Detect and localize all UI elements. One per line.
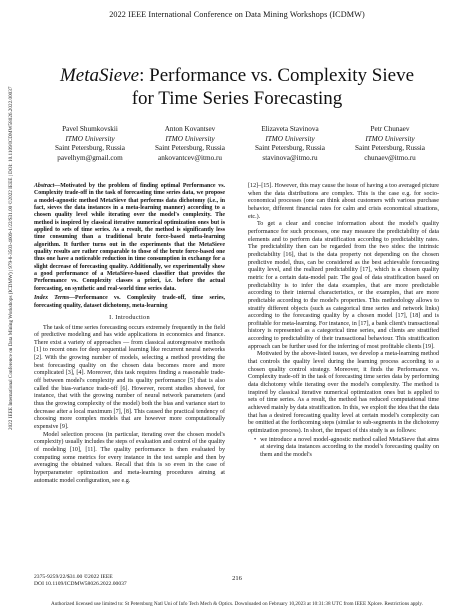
- index-terms-text: —Performance vs. Complexity trade-off, time series, forecasting quality, dataset dichotomy, meta-learning: [34, 295, 225, 309]
- author-email: pavelhym@gmail.com: [57, 153, 123, 162]
- abstract-label: Abstract: [34, 183, 55, 189]
- index-terms-label: Index Terms: [34, 295, 70, 302]
- author-city: Saint Petersburg, Russia: [255, 144, 325, 153]
- abstract-text: —Motivated by the problem of finding optimal Performance vs. Complexity trade-off in the task of forecasting time series data, we propose a model-agnostic method MetaSieve that performs data dichotomy (i.e., in fact, sieves the data instances in a meta-learning manner) according to a chosen quality level while iterating over the model's complexity. The method is inspired by classical iterative numerical optimization ones but is applied to sets of time series. As a result, the method is significantly less time consuming than a traditional brute force-based meta-learning algorithm. It further turns out in the experiments that the MetaSieve quality results are rather comparable to those of the brute force-based one thus one have a noticeable reduction in time consumption in exchange for a slight decrease of forecasting quality. Additionally, we experimentally show a good performance of a MetaSieve-based classifier that provides the Performance vs. Complexity classes a priori, i.e. before the actual forecasting, on synthetic and real-world time series data.: [34, 183, 225, 292]
- paragraph: The task of time series forecasting occurs extremely frequently in the field of predictive modeling and has wide applications in economics and finance. There exist a variety of approaches — from classical autoregressive methods [1] to recent ones for deep sequential learning like recurrent neural networks [2]. With the growing number of models, selecting a method providing the best forecasting quality on the chosen data becomes more and more complicated [3], [4]. Moreover, this task requires finding a reasonable trade-off between model's complexity and its quality performance [5] that is also called the bias-variance trade-off [6]. However, recent studies showed, for instance, that with the growing number of neural network parameters (and thus the growing complexity of the model) both the bias and variance start to decrease after a local maximum [7], [8]. This caused the practical tendency of choosing more complex models that are however more computationally expensive [9].: [34, 324, 225, 431]
- author-block: [140, 125, 240, 163]
- author-city: Saint Petersburg, Russia: [55, 144, 125, 153]
- title-method-name: MetaSieve: [59, 65, 140, 86]
- paragraph: Model selection process (in particular, iterating over the chosen model's complexity) usually includes the steps of evaluation and control of the quality of modeling [10], [11]. The quality performance is then evaluated by computing some metrics for every instance in the test sample and then by averaging the obtained values. Recall that this is so even in the case of hyperparameter optimization and meta-learning procedures aiming at automatic model configuration, see e.g.: [34, 431, 225, 484]
- author-email: stavinova@itmo.ru: [262, 153, 318, 162]
- list-item: [248, 437, 439, 460]
- paragraph: Motivated by the above-listed issues, we develop a meta-learning method that controls the quality level during the learning process according to a chosen quality control strategy. Moreover, it finds the Performance vs. Complexity trade-off in the task of forecasting time series data by performing data dichotomy while iterating over the model's complexity. The method is inspired by classical iterative numerical optimization ones but is applied to sets of time series. As a result, the method has reduced computational time achieved mainly by data stratification. In this, we exploit the idea that the data that has a desired forecasting quality level at certain model's complexity can be omitted at the forthcoming steps (similar to sub-segments in the dichotomy optimization process). In short, the impact of this study is as follows:: [248, 351, 439, 434]
- author-block: [40, 125, 140, 163]
- author-email: chunaev@itmo.ru: [364, 153, 416, 162]
- paragraph: [12]–[15]. However, this may cause the issue of having a too averaged picture when the data distributions are complex. This is the case e.g. for socio-economical processes (one can think about customers with various purchase behavior, different financial rates for calm and crisis economical situations, etc.).: [248, 183, 439, 220]
- left-column: [34, 183, 225, 485]
- section-heading: I. Introduction: [109, 313, 150, 321]
- author-block: [240, 125, 340, 163]
- footer-doi-line: DOI 10.1109/ICDMW58026.2022.00037: [34, 581, 127, 587]
- author-name: Anton Kovantsev: [164, 125, 216, 133]
- title-line-1-rest: : Performance vs. Complexity Sieve: [139, 65, 415, 86]
- author-affiliation: ITMO University: [165, 134, 215, 143]
- license-notice: Authorized licensed use limited to: St Petersburg Natl Uni of Info Tech Mech & Optics. Downloaded on February 10,2023 at 10:31:38 UTC from IEEE Xplore. Restrictions apply.: [51, 601, 423, 607]
- sidebar-citation: 2022 IEEE International Conference on Data Mining Workshops (ICDMW) | 979-8-3503-4609-1/22/$31.00 ©2022 IEEE | DOI: 10.1109/ICDMW58026.2022.00037: [8, 86, 14, 430]
- footer-price-line: 2375-9259/22/$31.00 ©2022 IEEE: [34, 574, 113, 580]
- author-email: ankovantcev@itmo.ru: [158, 153, 222, 162]
- bullet-icon: •: [254, 436, 257, 443]
- author-name: Pavel Shumkovskii: [62, 125, 118, 133]
- right-column: [248, 183, 439, 460]
- author-affiliation: ITMO University: [365, 134, 415, 143]
- author-name: Petr Chunaev: [370, 125, 410, 133]
- title-line-1: [0, 64, 474, 87]
- paper-title: [0, 64, 474, 110]
- author-city: Saint Petersburg, Russia: [155, 144, 225, 153]
- paragraph: To get a clear and concise information about the model's quality performance for such processes, one may measure the predictability of data elements and to perform data stratification according to predictability rates. The predictability then can be regarded from the two sides: the intrinsic predictability [16], that is the data property not depending on the chosen predictive model, thus, can be considered as the best achievable forecasting quality level, and the realized predictability [17], which is a chosen quality metric for a certain data-model pair. The goal of data stratification based on predictability is to infer the data examples, that are more predictable according to their internal characteristics, or the examples, that are more predictable according to the model's properties. This methodology allows to stratify different objects (such as categorical time series and network links) according to the forecasting quality by a chosen model [17], [18] and is profitable for meta-learning. For instance, in [17], a bank client's transactional history is represented as a categorical time series, and clients are stratified according to predictability of their transactional behaviour. This stratification approach can be further used for the inferring of most profitable clients [19].: [248, 221, 439, 350]
- abstract: [34, 183, 225, 293]
- author-name: Elizaveta Stavinova: [261, 125, 319, 133]
- author-affiliation: ITMO University: [65, 134, 115, 143]
- author-list: [40, 125, 440, 163]
- index-terms: [34, 295, 225, 310]
- bullet-text: we introduce a novel model-agnostic method called MetaSieve that aims at sieving data instances according to the model's forecasting quality on them and the model's: [260, 436, 439, 458]
- title-line-2: for Time Series Forecasting: [131, 88, 343, 109]
- author-block: [340, 125, 440, 163]
- page-number: 216: [232, 575, 242, 582]
- author-city: Saint Petersburg, Russia: [355, 144, 425, 153]
- conference-header: 2022 IEEE International Conference on Data Mining Workshops (ICDMW): [109, 10, 365, 19]
- author-affiliation: ITMO University: [265, 134, 315, 143]
